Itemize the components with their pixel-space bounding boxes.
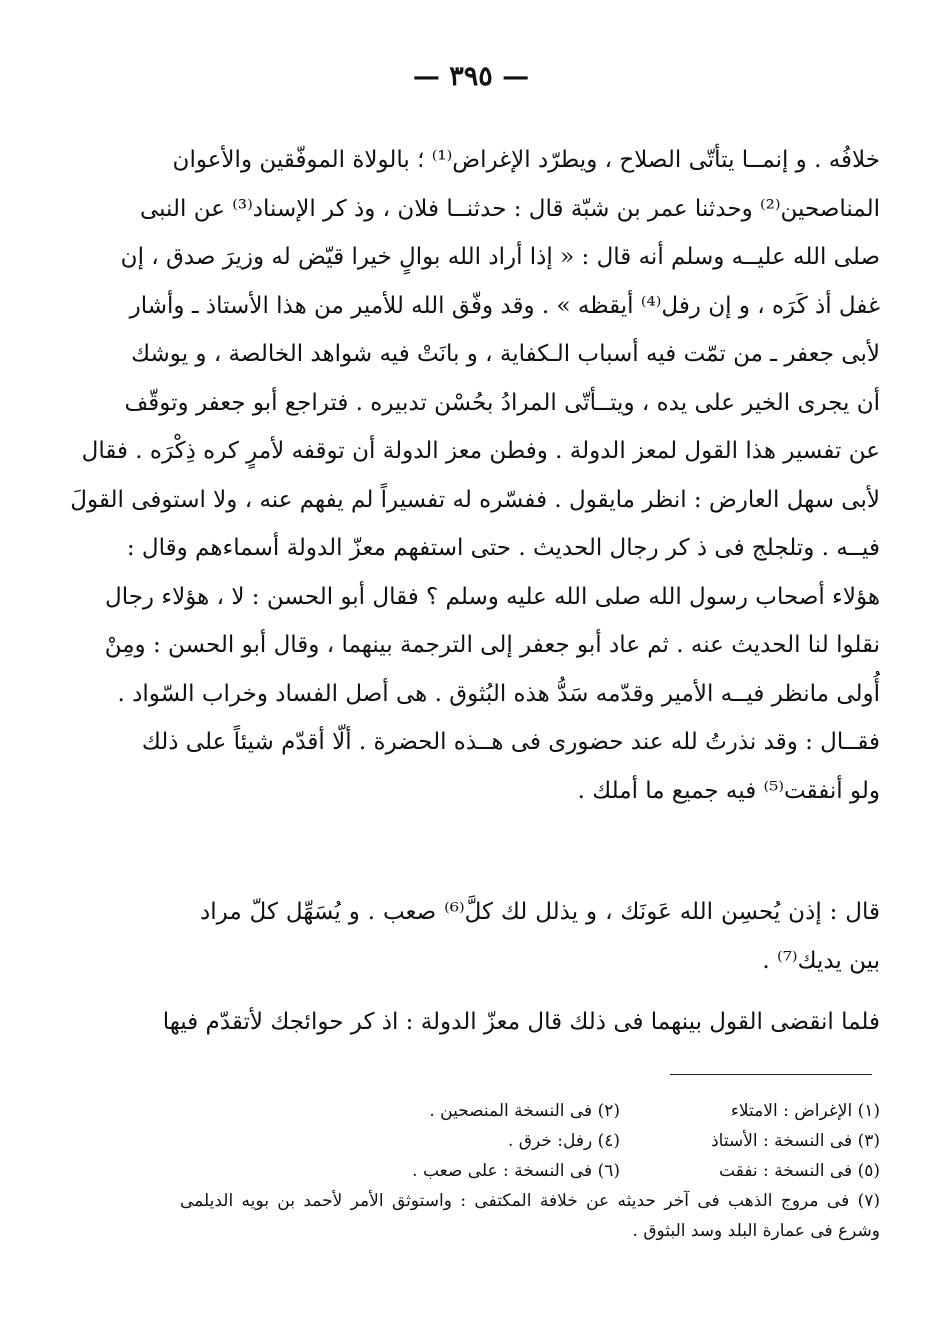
text-line: المناصحين⁽²⁾ وحدثنا عمر بن شبّة قال : حدثنــا فلان ، وذ كر الإسناد⁽³⁾ عن النبى [139, 195, 880, 222]
text-line: أُولى مانظر فيــه الأمير وقدّمه سَدُّ هذه البُثوق . هى أصل الفساد وخراب السّواد . [117, 680, 880, 707]
text-line: أن يجرى الخير على يده ، ويتــأتّى المرادُ بحُسْن تدبيره . فتراجع أبو جعفر وتوقّف [124, 389, 880, 416]
footnote: (٤) رفل: خرق . [507, 1131, 620, 1151]
footnote: (٣) فى النسخة : الأستاذ [711, 1131, 880, 1151]
text-line: نقلوا لنا الحديث عنه . ثم عاد أبو جعفر إلى الترجمة بينهما ، وقال أبو الحسن : ومِنْ [104, 632, 880, 658]
text-line: خلافُه . و إنمــا يتأتّى الصلاح ، ويطرّد الإغراض⁽¹⁾ ؛ بالولاة الموفّقين والأعوان [172, 147, 880, 173]
footnote-row [180, 1126, 880, 1156]
text-line: عن تفسير هذا القول لمعز الدولة . وفطن معز الدولة أن توقفه لأمرٍ كره ذِكْرَه . فقال [81, 438, 880, 464]
text-line: هؤلاء أصحاب رسول الله صلى الله عليه وسلم ؟ فقال أبو الحسن : لا ، هؤلاء رجال [104, 583, 880, 610]
text-line: لأبى سهل العارض : انظر مايقول . ففسّره له تفسيراً لم يفهم عنه ، ولا استوفى القولَ [70, 486, 880, 513]
text-line: فلما انقضى القول بينهما فى ذلك قال معزّ الدولة : اذ كر حوائجك لأتقدّم فيها [162, 1009, 880, 1035]
footnotes [180, 1096, 880, 1246]
text-line: ولو أنفقت⁽⁵⁾ فيه جميع ما أملك . [577, 777, 880, 804]
footnote: (٧) فى مروج الذهب فى آخر حديثه عن خلافة المكتفى : واستوثق الأمر لأحمد بن بويه الديلمى [180, 1191, 880, 1211]
footnote-row [180, 1096, 880, 1126]
text-line: فيــه . وتلجلج فى ذ كر رجال الحديث . حتى استفهم معزّ الدولة أسماءهم وقال : [126, 535, 880, 561]
text-line: قال : إذن يُحسِن الله عَونَك ، و يذلل لك كلَّ⁽⁶⁾ صعب . و يُسَهِّل كلّ مراد [200, 899, 881, 925]
text-line: فقــال : وقد نذرتُ لله عند حضورى فى هــذه الحضرة . ألّا أقدّم شيئاً على ذلك [141, 729, 880, 755]
page-number: — ٣٩٥ — [412, 61, 530, 92]
footnote: (١) الإغراض : الامتلاء [730, 1101, 880, 1121]
footnote-divider [670, 1074, 872, 1075]
footnote: (٢) فى النسخة المنصحين . [429, 1101, 620, 1121]
paragraph-2 [200, 888, 880, 985]
footnote: وشرع فى عمارة البلد وسد البثوق . [632, 1221, 880, 1241]
footnote: (٥) فى النسخة : نفقت [719, 1161, 880, 1181]
text-line: صلى الله عليــه وسلم أنه قال : « إذا أراد الله بوالٍ خيرا قيّض له وزيرَ صدق ، إن [120, 244, 880, 270]
text-line: لأبى جعفر ـ من تمّت فيه أسباب الـكفاية ، و بانَتْ فيه شواهد الخالصة ، و يوشك [131, 341, 880, 367]
footnote: (٦) فى النسخة : على صعب . [412, 1161, 620, 1181]
footnote-row [180, 1156, 880, 1186]
text-line: بين يديك⁽⁷⁾ . [762, 947, 880, 974]
text-line: غفل أذ كَرَه ، و إن رفل⁽⁴⁾ أيقظه » . وقد وفّق الله للأمير من هذا الأستاذ ـ وأشار [129, 292, 880, 319]
paragraph-3 [162, 998, 880, 1047]
paragraph-1 [70, 136, 880, 815]
